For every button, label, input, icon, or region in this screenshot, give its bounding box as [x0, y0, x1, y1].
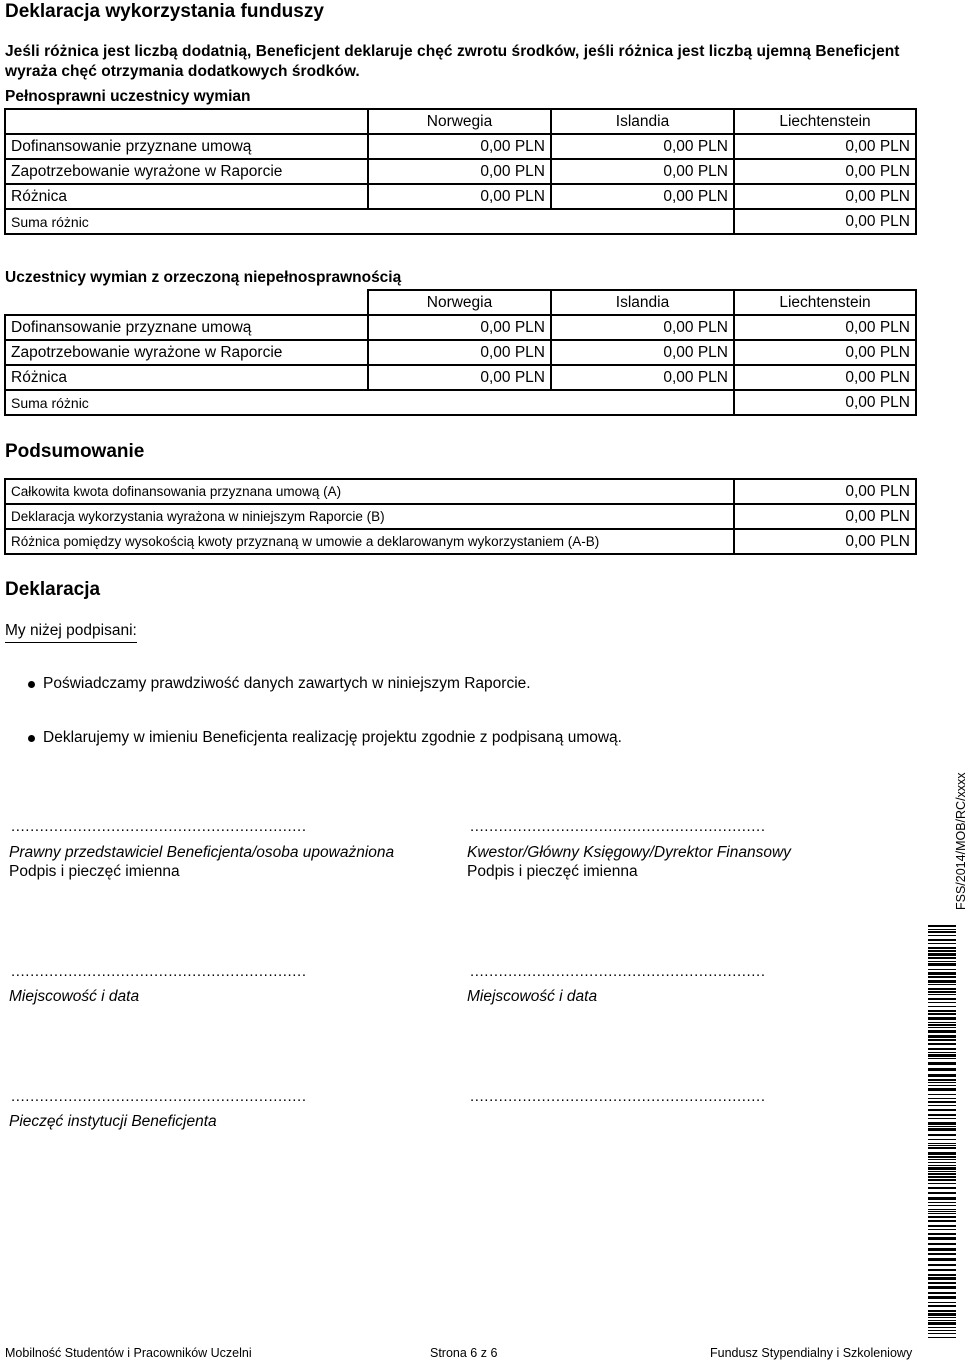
list-item — [25, 670, 622, 698]
sum-value: 0,00 PLN — [734, 209, 916, 234]
row-label: Różnica — [5, 184, 368, 209]
table-row — [5, 184, 916, 209]
signature-line-right: .............................................................. — [470, 818, 766, 835]
cell-value: 0,00 PLN — [734, 479, 916, 504]
cell-value: 0,00 PLN — [734, 529, 916, 554]
table-row — [5, 134, 916, 159]
signature-block-right — [467, 843, 791, 881]
sum-row — [5, 209, 916, 234]
section1-table — [4, 108, 917, 235]
declaration-intro: My niżej podpisani: — [5, 622, 137, 643]
footer-page-number: Strona 6 z 6 — [430, 1346, 498, 1360]
signature-caption: Podpis i pieczęć imienna — [467, 863, 638, 880]
cell-value: 0,00 PLN — [551, 340, 734, 365]
row-label: Zapotrzebowanie wyrażone w Raporcie — [5, 159, 368, 184]
sum-row — [5, 390, 916, 415]
header-corner — [5, 109, 368, 134]
cell-value: 0,00 PLN — [551, 184, 734, 209]
cell-value: 0,00 PLN — [551, 134, 734, 159]
section1-heading: Pełnosprawni uczestnicy wymian — [5, 88, 251, 105]
signature-line-left: .............................................................. — [11, 818, 307, 835]
list-item — [25, 724, 622, 752]
stamp-label: Pieczęć instytucji Beneficjenta — [9, 1113, 217, 1130]
list-item-text: Poświadczamy prawdziwość danych zawartych w niniejszym Raporcie. — [43, 675, 531, 692]
sum-label: Suma różnic — [5, 390, 734, 415]
cell-value: 0,00 PLN — [551, 365, 734, 390]
cell-value: 0,00 PLN — [734, 159, 916, 184]
cell-value: 0,00 PLN — [551, 159, 734, 184]
form-code-text: FSS/2014/MOB/RC/xxxx — [954, 772, 968, 910]
bullet-icon — [28, 735, 35, 742]
cell-value: 0,00 PLN — [734, 184, 916, 209]
row-label: Deklaracja wykorzystania wyrażona w niniejszym Raporcie (B) — [5, 504, 734, 529]
table-header-row — [5, 109, 916, 134]
place-date-line-left: .............................................................. — [11, 963, 307, 980]
signatory-role: Prawny przedstawiciel Beneficjenta/osoba upoważniona — [9, 844, 395, 861]
cell-value: 0,00 PLN — [368, 315, 551, 340]
intro-text: Jeśli różnica jest liczbą dodatnią, Beneficjent deklaruje chęć zwrotu środków, jeśli różnica jest liczbą ujemną Beneficjent wyraża chęć otrzymania dodatkowych środków. — [5, 43, 900, 80]
summary-heading: Podsumowanie — [5, 441, 145, 462]
table-row — [5, 340, 916, 365]
place-date-label-left: Miejscowość i data — [9, 988, 140, 1005]
declaration-list — [25, 670, 622, 752]
col-header: Norwegia — [368, 290, 551, 315]
table-row — [5, 365, 916, 390]
table-row — [5, 315, 916, 340]
row-label: Dofinansowanie przyznane umową — [5, 315, 368, 340]
header-corner — [5, 290, 368, 315]
form-code — [938, 770, 968, 920]
footer-right: Fundusz Stypendialny i Szkoleniowy — [710, 1346, 913, 1360]
cell-value: 0,00 PLN — [734, 504, 916, 529]
summary-table — [4, 478, 917, 555]
table-row — [5, 529, 916, 554]
col-header: Norwegia — [368, 109, 551, 134]
row-label: Różnica pomiędzy wysokością kwoty przyznaną w umowie a deklarowanym wykorzystaniem (A-B) — [5, 529, 734, 554]
cell-value: 0,00 PLN — [734, 315, 916, 340]
cell-value: 0,00 PLN — [734, 340, 916, 365]
cell-value: 0,00 PLN — [368, 159, 551, 184]
cell-value: 0,00 PLN — [551, 315, 734, 340]
table-row — [5, 479, 916, 504]
signature-block-left — [9, 843, 394, 881]
cell-value: 0,00 PLN — [368, 340, 551, 365]
bullet-icon — [28, 681, 35, 688]
table-row — [5, 504, 916, 529]
cell-value: 0,00 PLN — [368, 365, 551, 390]
list-item-text: Deklarujemy w imieniu Beneficjenta realizację projektu zgodnie z podpisaną umową. — [43, 729, 622, 746]
footer-left: Mobilność Studentów i Pracowników Uczelni — [5, 1346, 252, 1360]
cell-value: 0,00 PLN — [368, 184, 551, 209]
barcode-icon — [928, 925, 956, 1339]
table-row — [5, 159, 916, 184]
col-header: Islandia — [551, 109, 734, 134]
page-title: Deklaracja wykorzystania funduszy — [5, 1, 324, 22]
signature-caption: Podpis i pieczęć imienna — [9, 863, 180, 880]
signatory-role: Kwestor/Główny Księgowy/Dyrektor Finansowy — [467, 844, 791, 861]
cell-value: 0,00 PLN — [368, 134, 551, 159]
row-label: Dofinansowanie przyznane umową — [5, 134, 368, 159]
row-label: Różnica — [5, 365, 368, 390]
col-header: Liechtenstein — [734, 109, 916, 134]
sum-label: Suma różnic — [5, 209, 734, 234]
row-label: Całkowita kwota dofinansowania przyznana umową (A) — [5, 479, 734, 504]
table-header-row — [5, 290, 916, 315]
place-date-line-right: .............................................................. — [470, 963, 766, 980]
section2-table — [4, 289, 917, 416]
place-date-label-right: Miejscowość i data — [467, 988, 598, 1005]
col-header: Islandia — [551, 290, 734, 315]
declaration-heading: Deklaracja — [5, 579, 101, 600]
stamp-line-right: .............................................................. — [470, 1088, 766, 1105]
sum-value: 0,00 PLN — [734, 390, 916, 415]
stamp-line-left: .............................................................. — [11, 1088, 307, 1105]
col-header: Liechtenstein — [734, 290, 916, 315]
row-label: Zapotrzebowanie wyrażone w Raporcie — [5, 340, 368, 365]
cell-value: 0,00 PLN — [734, 365, 916, 390]
section2-heading: Uczestnicy wymian z orzeczoną niepełnosprawnością — [5, 269, 402, 286]
cell-value: 0,00 PLN — [734, 134, 916, 159]
